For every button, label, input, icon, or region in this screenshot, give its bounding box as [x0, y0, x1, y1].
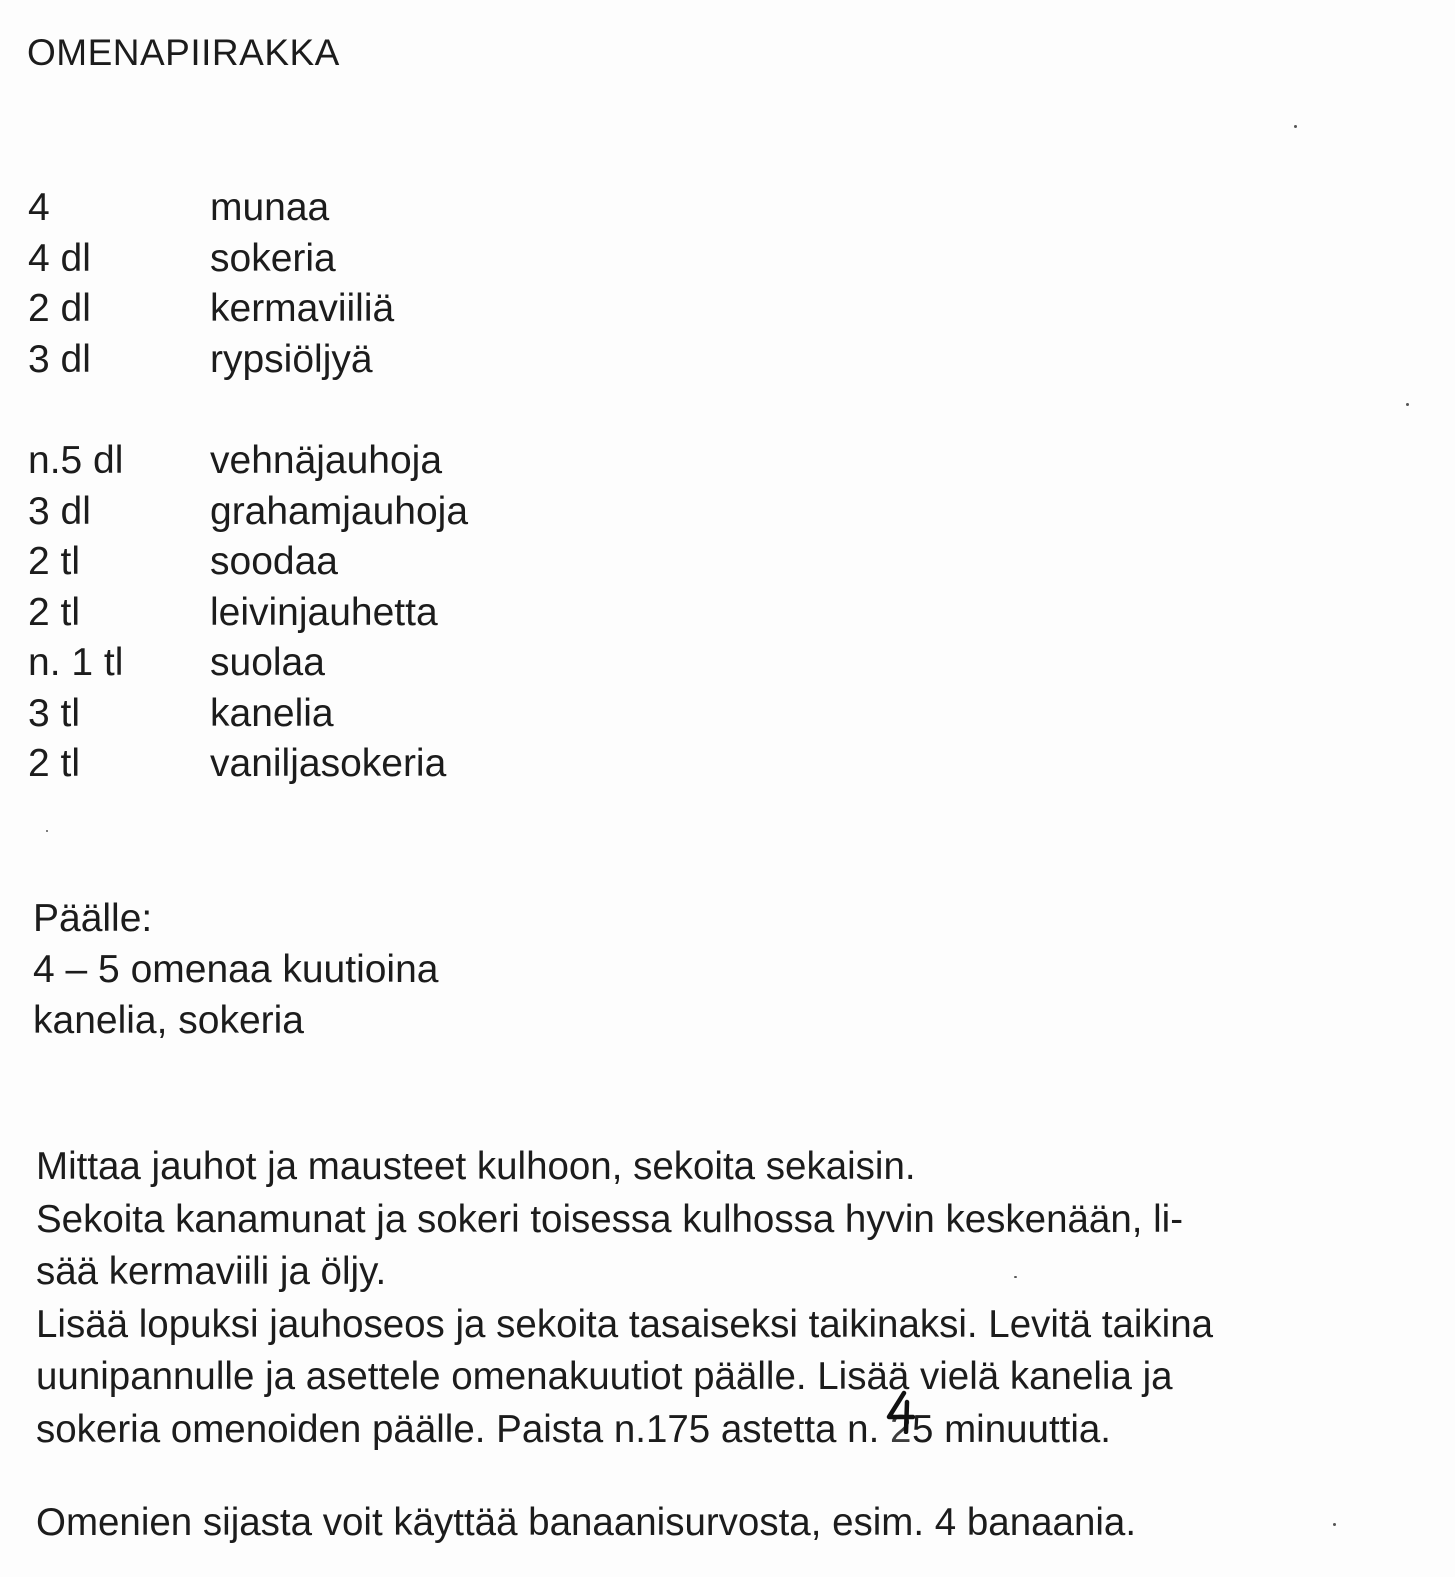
- instruction-line: [36, 1404, 1426, 1457]
- topping-heading: Päälle:: [33, 897, 153, 940]
- handwritten-four-icon: [884, 1390, 918, 1434]
- topping-line: kanelia, sokeria: [33, 999, 304, 1042]
- ingredient-quantity: 4: [28, 186, 50, 229]
- ingredient-list-dry: [28, 436, 728, 790]
- ingredient-quantity: n. 1 tl: [28, 641, 124, 684]
- instructions: [36, 1141, 1426, 1456]
- instruction-line: Lisää lopuksi jauhoseos ja sekoita tasaiseksi taikinaksi. Levitä taikina: [36, 1302, 1214, 1346]
- overwritten-digit: 2: [889, 1407, 912, 1451]
- ingredient-name: leivinjauhetta: [210, 590, 438, 634]
- ingredient-quantity: 3 tl: [28, 691, 81, 735]
- scan-speck: [1406, 403, 1409, 406]
- recipe-note: Omenien sijasta voit käyttää banaanisurvosta, esim. 4 banaania.: [36, 1501, 1137, 1544]
- topping-section: [33, 893, 438, 1046]
- ingredient-name: grahamjauhoja: [210, 489, 469, 533]
- instruction-text: 5 minuuttia.: [911, 1407, 1112, 1451]
- ingredient-name: munaa: [210, 186, 330, 229]
- scan-speck: [1014, 1276, 1017, 1278]
- ingredient-quantity: 3 dl: [28, 337, 91, 381]
- instruction-line: Sekoita kanamunat ja sokeri toisessa kulhossa hyvin keskenään, li-: [36, 1197, 1184, 1241]
- ingredient-row: [28, 689, 728, 740]
- ingredient-name: soodaa: [210, 540, 338, 583]
- ingredient-quantity: 2 tl: [28, 742, 81, 785]
- ingredient-name: kermaviiliä: [210, 287, 395, 330]
- ingredient-row: [28, 234, 728, 285]
- scan-speck: [46, 830, 48, 832]
- ingredient-row: [28, 183, 728, 234]
- instruction-text: sokeria omenoiden päälle. Paista n.175 astetta n.: [36, 1407, 890, 1451]
- ingredient-name: suolaa: [210, 641, 325, 684]
- scan-speck: [1333, 1523, 1336, 1526]
- ingredient-quantity: 2 dl: [28, 287, 91, 330]
- ingredient-row: [28, 588, 728, 639]
- ingredient-quantity: n.5 dl: [28, 439, 124, 482]
- ingredient-quantity: 3 dl: [28, 489, 91, 533]
- ingredient-quantity: 2 tl: [28, 590, 81, 634]
- ingredient-name: kanelia: [210, 691, 334, 735]
- ingredient-name: vehnäjauhoja: [210, 439, 443, 482]
- ingredient-name: sokeria: [210, 236, 336, 280]
- ingredient-row: [28, 335, 728, 386]
- ingredient-quantity: 4 dl: [28, 236, 91, 280]
- ingredient-name: rypsiöljyä: [210, 337, 373, 381]
- ingredient-row: [28, 487, 728, 538]
- instruction-line: sää kermaviili ja öljy.: [36, 1250, 387, 1293]
- instruction-line: uunipannulle ja asettele omenakuutiot päälle. Lisää vielä kanelia ja: [36, 1355, 1173, 1398]
- ingredient-row: [28, 284, 728, 335]
- ingredient-name: vaniljasokeria: [210, 742, 447, 785]
- handwritten-correction: [890, 1404, 912, 1457]
- instruction-line: Mittaa jauhot ja mausteet kulhoon, sekoita sekaisin.: [36, 1145, 916, 1188]
- ingredient-row: [28, 638, 728, 689]
- ingredient-row: [28, 436, 728, 487]
- recipe-title: OMENAPIIRAKKA: [27, 32, 340, 73]
- scan-speck: [1294, 125, 1297, 128]
- ingredient-quantity: 2 tl: [28, 540, 81, 583]
- topping-line: 4 – 5 omenaa kuutioina: [33, 948, 439, 991]
- ingredient-row: [28, 739, 728, 790]
- ingredient-list-wet: [28, 183, 728, 385]
- ingredient-row: [28, 537, 728, 588]
